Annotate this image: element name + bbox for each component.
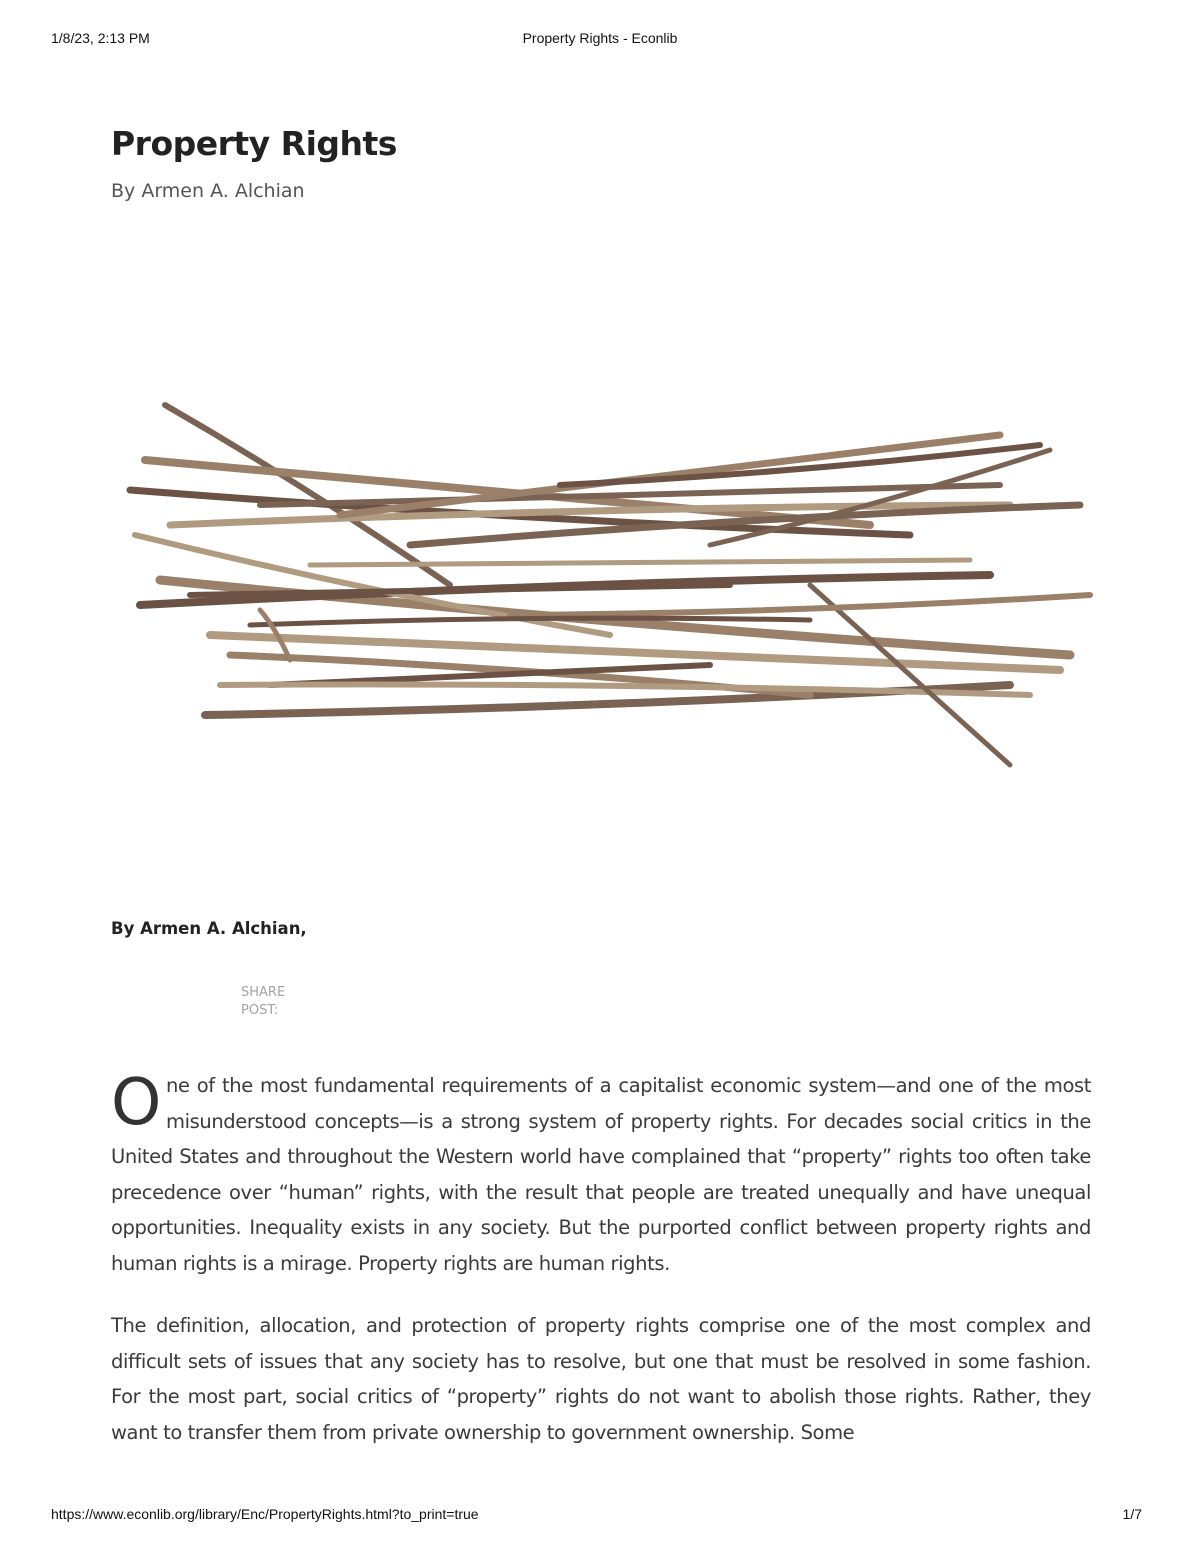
stick [220,684,1030,695]
author-byline-secondary: By Armen A. Alchian, [111,919,307,938]
stick [210,635,1060,670]
print-page-number: 1/7 [1122,1506,1142,1522]
hero-image-sticks [110,385,1100,785]
print-page-title: Property Rights - Econlib [522,30,678,46]
page-title: Property Rights [111,124,397,163]
share-post-label: SHARE POST: [241,985,286,1018]
article-paragraph [111,1068,1091,1281]
drop-cap: O [111,1066,161,1140]
article-paragraph [111,1308,1091,1450]
stick [310,560,970,565]
article-body [111,1068,1091,1477]
stick [560,445,1040,485]
stick [510,595,1090,615]
paragraph-text: ne of the most fundamental requirements of a capitalist economic system—and one of the most misunderstood concepts—is a strong system of property rights. For decades social critics in the United States and throughout the Western world have complained that “property” rights too often take precedence over “human” rights, with the result that people are treated unequally and have unequal opportunities. Inequality exists in any society. But the purported conflict between property rights and human rights is a mirage. Property rights are human rights. [111,1074,1091,1275]
stick [810,585,1010,765]
print-url: https://www.econlib.org/library/Enc/PropertyRights.html?to_print=true [51,1506,479,1522]
paragraph-text: The definition, allocation, and protection of property rights comprise one of the most complex and difficult sets of issues that any society has to resolve, but one that must be resolved in some fashion. For the most part, social critics of “property” rights do not want to abolish those rights. Rather, they want to transfer them from private ownership to government ownership. Some [111,1314,1091,1444]
author-byline: By Armen A. Alchian [111,180,305,202]
print-datetime: 1/8/23, 2:13 PM [51,30,150,46]
